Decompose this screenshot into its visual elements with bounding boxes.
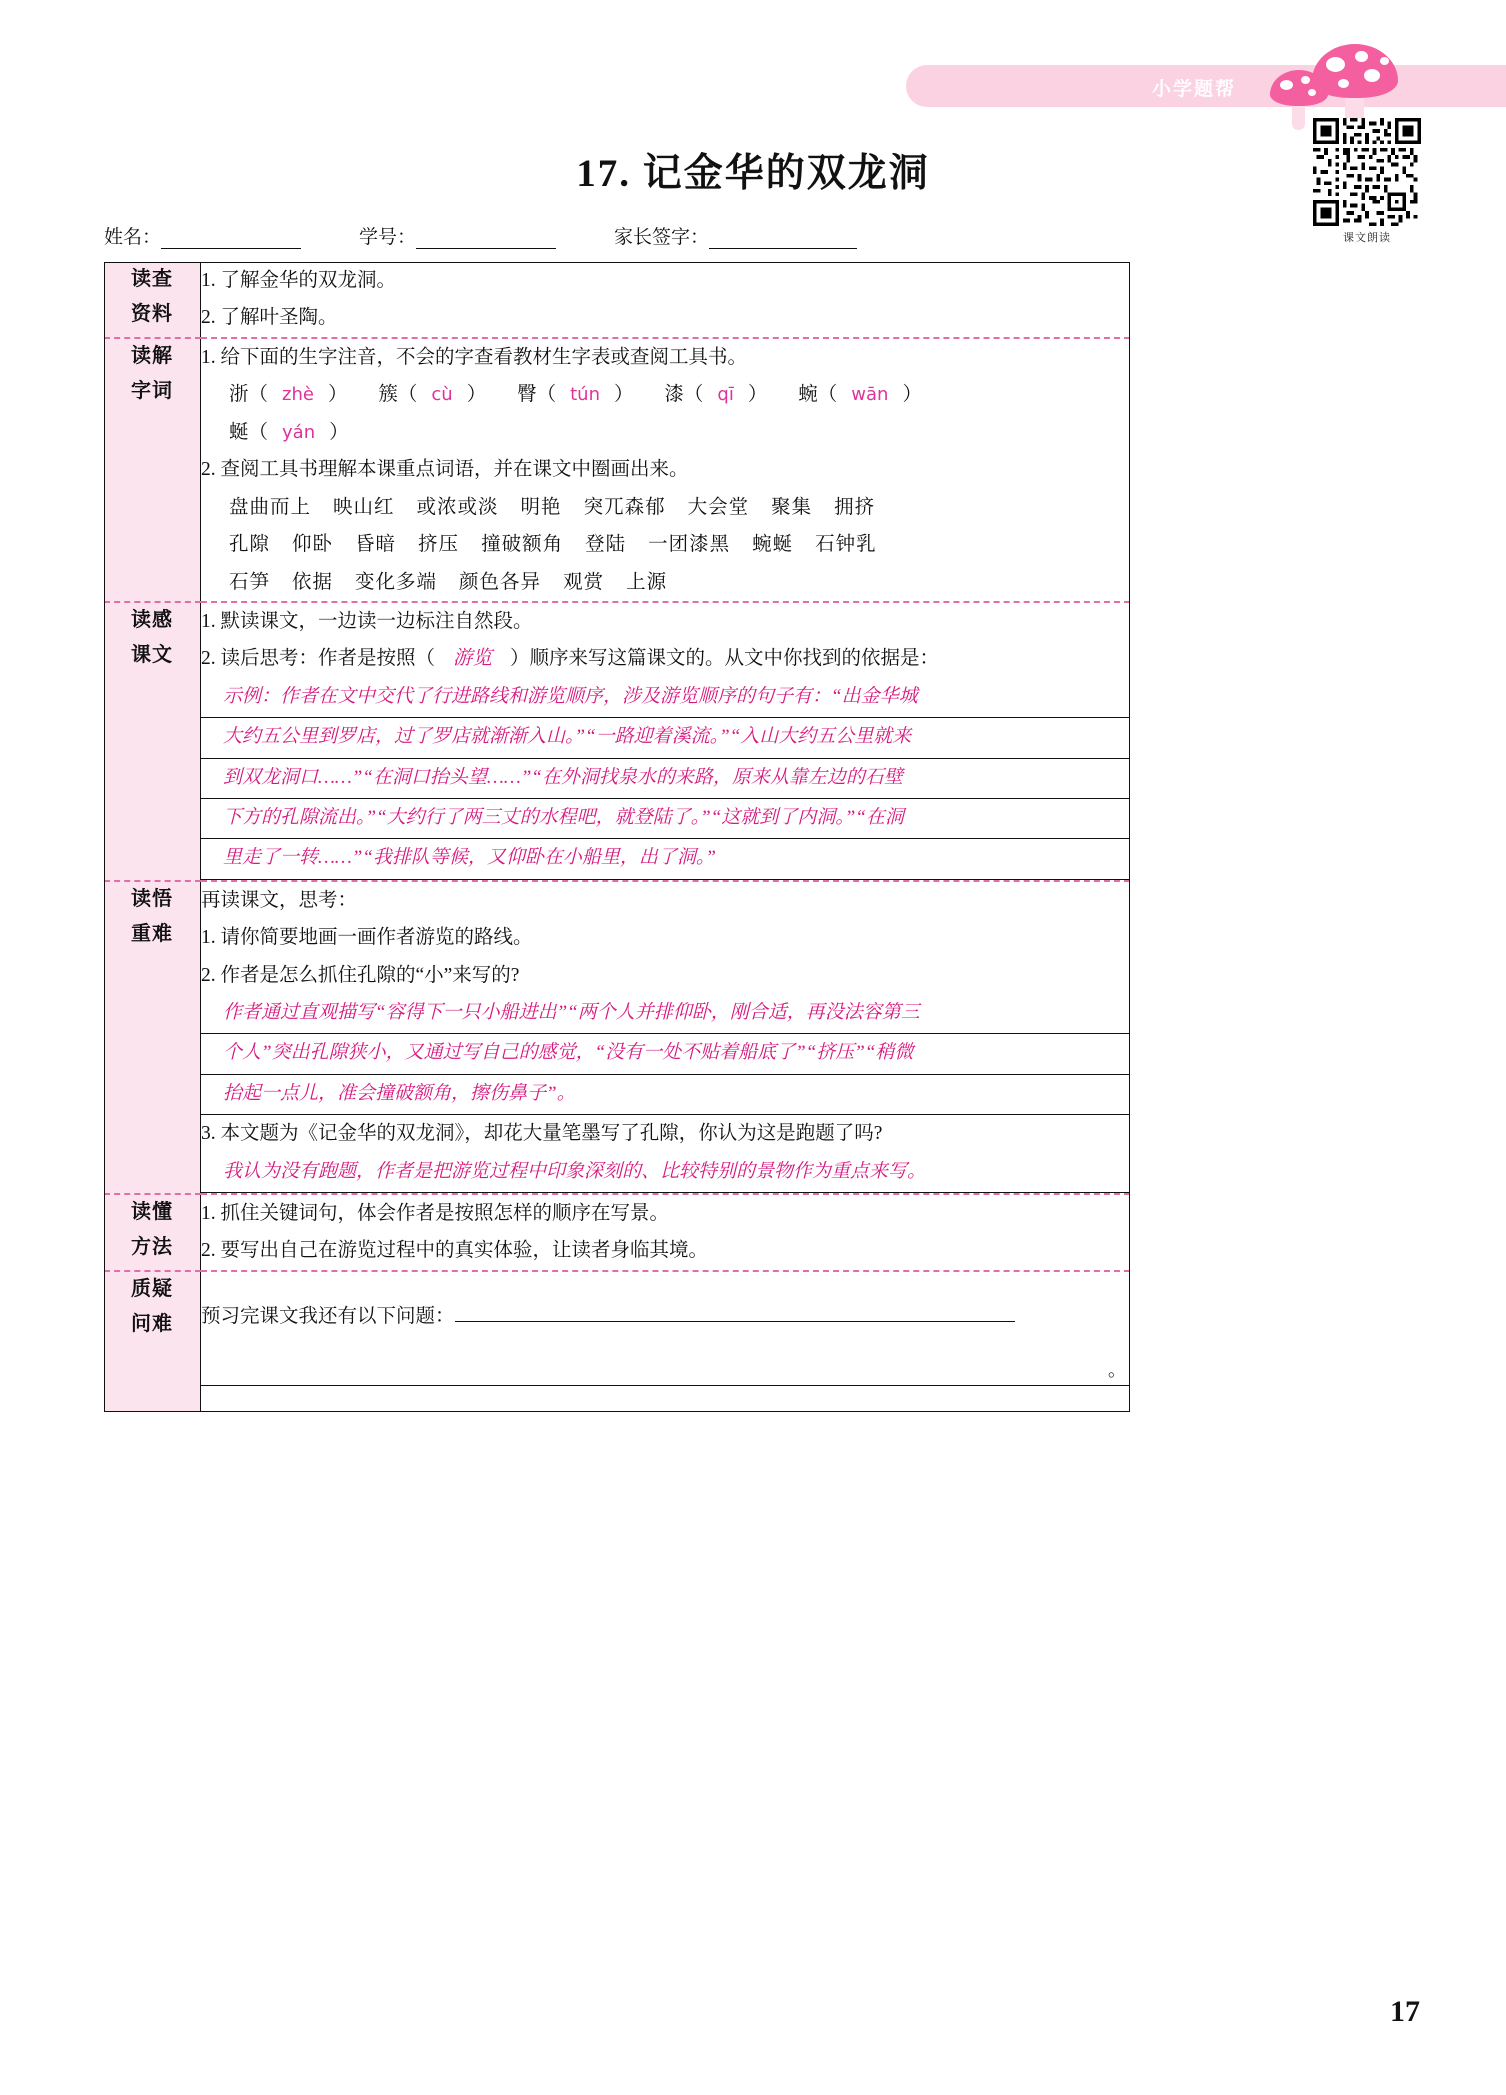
pinyin-value-zhe: zhè — [282, 384, 314, 406]
method-item-2: 2. 要写出自己在游览过程中的真实体验，让读者身临其境。 — [201, 1240, 709, 1262]
student-id-input[interactable] — [416, 229, 556, 249]
vocab-word: 映山红 — [333, 496, 395, 518]
vocab-word-row-2 — [201, 526, 1130, 563]
questions-prompt-row — [201, 1298, 1130, 1335]
vocab-word: 观赏 — [563, 571, 605, 593]
vocab-word: 上源 — [626, 571, 668, 593]
name-label: 姓名： — [104, 227, 162, 248]
category-questions-line1: 质疑 — [131, 1277, 173, 1300]
vocab-word-row-1 — [201, 489, 1130, 526]
pinyin-value-qi: qī — [717, 384, 734, 406]
category-comprehension-line2: 重难 — [131, 922, 173, 945]
comprehension-answer-line: 抬起一点儿，准会撞破额角，擦伤鼻子”。 — [201, 1075, 1130, 1115]
category-vocab-line2: 字词 — [131, 379, 173, 402]
pinyin-char-zhe: 浙 — [229, 384, 249, 406]
content-comprehension — [201, 881, 1131, 1194]
vocab-word: 颜色各异 — [459, 571, 542, 593]
vocab-word: 仰卧 — [292, 534, 334, 556]
comprehension-q2-answer-block[interactable] — [201, 994, 1130, 1115]
pinyin-value-cu: cù — [431, 384, 453, 406]
vocab-word: 或浓或淡 — [416, 496, 499, 518]
comprehension-answer-line: 个人”突出孔隙狭小，又通过写自己的感觉，“没有一处不贴着船底了”“挤压”“稍微 — [201, 1034, 1130, 1074]
category-vocab — [104, 338, 201, 602]
student-meta-row — [104, 215, 904, 249]
vocab-question-1: 1. 给下面的生字注音，不会的字查看教材生字表或查阅工具书。 — [201, 346, 748, 368]
name-input[interactable] — [161, 229, 301, 249]
reading-q2-prefix: 2. 读后思考：作者是按照（ — [201, 648, 436, 670]
category-comprehension — [104, 881, 201, 1194]
reading-answer-block[interactable] — [201, 678, 1130, 880]
vocab-word: 挤压 — [418, 534, 460, 556]
vocab-word: 一团漆黑 — [648, 534, 731, 556]
vocab-word: 登陆 — [585, 534, 627, 556]
top-banner — [866, 52, 1506, 114]
parent-sign-input[interactable] — [709, 229, 857, 249]
pinyin-item-yan[interactable]: 蜒（ yán ） — [229, 421, 349, 443]
parent-sign-label: 家长签字： — [614, 227, 710, 248]
pinyin-row-2 — [201, 414, 1130, 451]
content-reading — [201, 602, 1131, 881]
reading-question-1: 1. 默读课文，一边读一边标注自然段。 — [201, 610, 533, 632]
student-id-label: 学号： — [359, 227, 417, 248]
pinyin-char-wan: 蜿 — [798, 384, 818, 406]
vocab-word: 拥挤 — [834, 496, 876, 518]
worksheet-table — [104, 262, 1130, 1412]
category-readcheck — [104, 262, 201, 338]
category-method-line2: 方法 — [131, 1235, 173, 1258]
table-row-readcheck — [104, 262, 1130, 338]
pinyin-value-wan: wān — [851, 384, 889, 406]
questions-input-line-2[interactable] — [201, 1351, 1130, 1386]
page-number: 17 — [1390, 1995, 1420, 2028]
comprehension-question-1: 1. 请你简要地画一画作者游览的路线。 — [201, 927, 533, 949]
reading-q2-answer[interactable]: 游览 — [453, 648, 493, 670]
pinyin-value-tun: tún — [570, 384, 600, 406]
reading-answer-line: 示例：作者在文中交代了行进路线和游览顺序，涉及游览顺序的句子有：“出金华城 — [201, 678, 1130, 718]
category-readcheck-line2: 资料 — [131, 303, 173, 325]
table-row-comprehension — [104, 881, 1130, 1194]
vocab-word: 孔隙 — [229, 534, 271, 556]
vocab-question-2: 2. 查阅工具书理解本课重点词语，并在课文中圈画出来。 — [201, 459, 689, 481]
vocab-word: 石钟乳 — [815, 534, 877, 556]
category-reading — [104, 602, 201, 881]
vocab-word: 蜿蜒 — [752, 534, 794, 556]
category-readcheck-line1: 读查 — [131, 268, 173, 290]
category-reading-line1: 读感 — [131, 608, 173, 631]
questions-end-mark: 。 — [1108, 1359, 1126, 1380]
questions-input-line-1[interactable] — [455, 1301, 1015, 1322]
vocab-word: 聚集 — [771, 496, 813, 518]
comprehension-question-2: 2. 作者是怎么抓住孔隙的“小”来写的? — [201, 964, 520, 986]
pinyin-char-cu: 簇 — [378, 384, 398, 406]
category-vocab-line1: 读解 — [131, 344, 173, 367]
table-row-reading — [104, 602, 1130, 881]
reading-answer-line: 到双龙洞口……”“在洞口抬头望……”“在外洞找泉水的来路，原来从靠左边的石壁 — [201, 759, 1130, 799]
pinyin-item-zhe[interactable]: 浙（ zhè ） — [229, 384, 348, 406]
category-questions — [104, 1271, 201, 1412]
pinyin-item-cu[interactable]: 簇（ cù ） — [378, 384, 487, 406]
comprehension-q3-answer-block[interactable] — [201, 1153, 1130, 1193]
qr-caption: 课文朗读 — [1343, 232, 1391, 244]
vocab-word: 变化多端 — [355, 571, 438, 593]
reading-question-2 — [201, 640, 1130, 677]
comprehension-answer-line: 我认为没有跑题，作者是把游览过程中印象深刻的、比较特别的景物作为重点来写。 — [201, 1153, 1130, 1193]
pinyin-value-yan: yán — [282, 421, 316, 443]
category-method-line1: 读懂 — [131, 1200, 173, 1223]
vocab-word: 撞破额角 — [481, 534, 564, 556]
content-readcheck — [201, 262, 1131, 338]
vocab-word: 昏暗 — [355, 534, 397, 556]
content-questions — [201, 1271, 1131, 1412]
pinyin-char-qi: 漆 — [664, 384, 684, 406]
reading-answer-line: 里走了一转……”“我排队等候，又仰卧在小船里，出了洞。” — [201, 839, 1130, 879]
banner-label: 小学题帮 — [1151, 79, 1236, 100]
table-row-method — [104, 1194, 1130, 1271]
pinyin-item-qi[interactable]: 漆（ qī ） — [664, 384, 768, 406]
comprehension-question-3: 3. 本文题为《记金华的双龙洞》，却花大量笔墨写了孔隙，你认为这是跑题了吗? — [201, 1123, 883, 1145]
pinyin-item-tun[interactable]: 臀（ tún ） — [517, 384, 634, 406]
vocab-word: 石笋 — [229, 571, 271, 593]
table-row-vocab — [104, 338, 1130, 602]
reading-q2-suffix: ）顺序来写这篇课文的。从文中你找到的依据是： — [510, 648, 940, 670]
pinyin-item-wan[interactable]: 蜿（ wān ） — [798, 384, 922, 406]
category-comprehension-line1: 读悟 — [131, 887, 173, 910]
vocab-word: 明艳 — [520, 496, 562, 518]
vocab-word: 依据 — [292, 571, 334, 593]
readcheck-item-2: 2. 了解叶圣陶。 — [201, 307, 338, 329]
pinyin-char-yan: 蜒 — [229, 421, 249, 443]
comprehension-intro: 再读课文，思考： — [201, 889, 358, 911]
category-questions-line2: 问难 — [131, 1312, 173, 1335]
questions-prompt: 预习完课文我还有以下问题： — [201, 1305, 455, 1327]
reading-answer-line: 下方的孔隙流出。”“大约行了两三丈的水程吧，就登陆了。”“这就到了内洞。”“在洞 — [201, 799, 1130, 839]
content-method — [201, 1194, 1131, 1271]
category-reading-line2: 课文 — [131, 643, 173, 666]
pinyin-row-1 — [201, 376, 1130, 413]
category-method — [104, 1194, 201, 1271]
readcheck-item-1: 1. 了解金华的双龙洞。 — [201, 270, 397, 291]
reading-answer-line: 大约五公里到罗店，过了罗店就渐渐入山。”“一路迎着溪流。”“入山大约五公里就来 — [201, 718, 1130, 758]
comprehension-answer-line: 作者通过直观描写“容得下一只小船进出”“两个人并排仰卧，刚合适，再没法容第三 — [201, 994, 1130, 1034]
page-title: 17. 记金华的双龙洞 — [576, 152, 930, 195]
pinyin-char-tun: 臀 — [517, 384, 537, 406]
content-vocab — [201, 338, 1131, 602]
vocab-word: 突兀森郁 — [583, 496, 666, 518]
vocab-word: 盘曲而上 — [229, 496, 312, 518]
method-item-1: 1. 抓住关键词句，体会作者是按照怎样的顺序在写景。 — [201, 1202, 670, 1224]
vocab-word-row-3 — [201, 564, 1130, 601]
vocab-word: 大会堂 — [687, 496, 750, 518]
table-row-questions — [104, 1271, 1130, 1412]
